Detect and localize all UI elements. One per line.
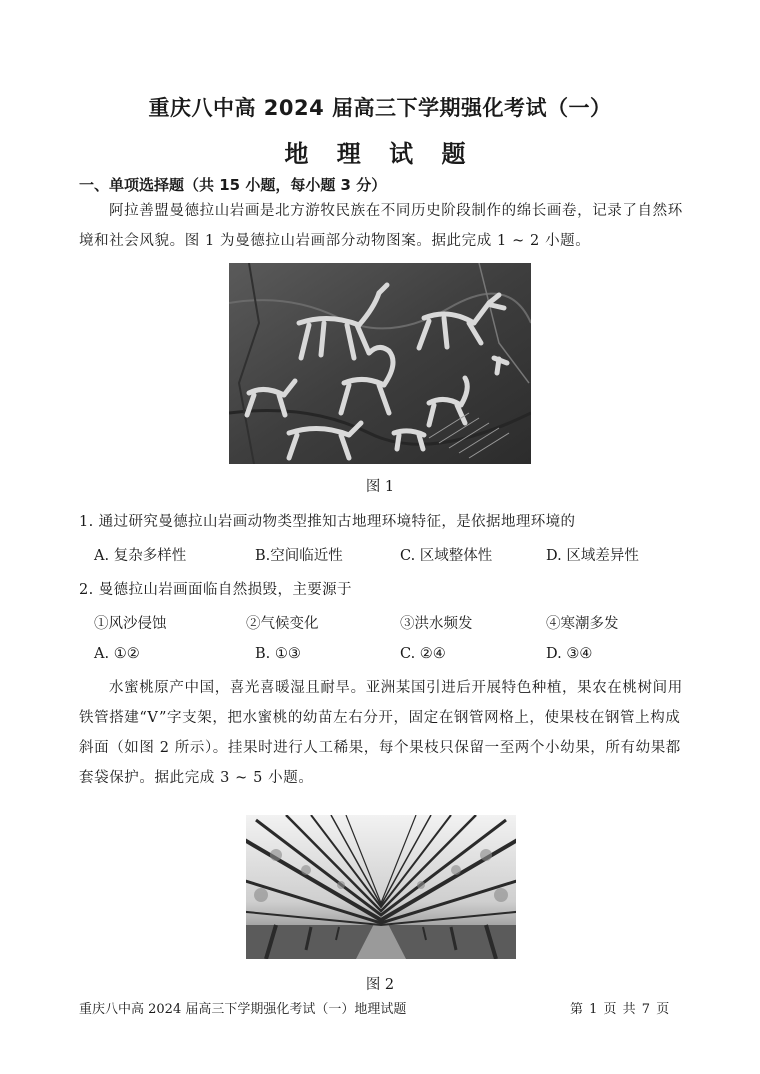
figure-2-caption: 图 2: [365, 977, 395, 993]
q1-option-c: C. 区域整体性: [400, 548, 493, 564]
question-1-stem: 1. 通过研究曼德拉山岩画动物类型推知古地理环境特征，是依据地理环境的: [79, 514, 576, 530]
q2-item-3: ③洪水频发: [400, 616, 473, 632]
q1-option-d: D. 区域差异性: [546, 548, 639, 564]
footer-page-number: 第 1 页 共 7 页: [570, 1002, 671, 1017]
passage-rock-art: 阿拉善盟曼德拉山岩画是北方游牧民族在不同历史阶段制作的绵长画卷，记录了自然环境和社会风貌。图 1 为曼德拉山岩画部分动物图案。据此完成 1 ~ 2 小题。: [79, 203, 683, 249]
q2-option-c: C. ②④: [400, 646, 446, 662]
passage-peach: 水蜜桃原产中国，喜光喜暖湿且耐旱。亚洲某国引进后开展特色种植，果农在桃树间用铁管搭建“V”字支架，把水蜜桃的幼苗左右分开，固定在钢管网格上，使果枝在钢管上构成斜面（如图 2 所示）。挂果时进行人工稀果，每个果枝只保留一至两个小幼果，所有幼果都套袋保护。据此完成 3 ~ 5 小题。: [79, 680, 683, 786]
q2-option-b: B. ①③: [255, 646, 301, 662]
question-2-stem: 2. 曼德拉山岩画面临自然损毁，主要源于: [79, 582, 352, 598]
q2-option-d: D. ③④: [546, 646, 593, 662]
figure-2-orchard-photo: [246, 815, 516, 959]
q2-option-a: A. ①②: [94, 646, 140, 662]
rock-art-image: [229, 263, 531, 464]
figure-1-caption: 图 1: [365, 479, 395, 495]
q2-item-1: ①风沙侵蚀: [94, 616, 167, 632]
footer-exam-name: 重庆八中高 2024 届高三下学期强化考试（一）地理试题: [79, 1002, 407, 1017]
q1-option-b: B.空间临近性: [255, 548, 343, 564]
q2-item-2: ②气候变化: [246, 616, 319, 632]
orchard-trellis-image: [246, 815, 516, 959]
subject-title: 地 理 试 题: [284, 140, 476, 168]
exam-title: 重庆八中高 2024 届高三下学期强化考试（一）: [148, 96, 612, 120]
q1-option-a: A. 复杂多样性: [94, 548, 187, 564]
figure-1-rock-art-photo: [229, 263, 531, 464]
q2-item-4: ④寒潮多发: [546, 616, 619, 632]
section-heading: 一、单项选择题（共 15 小题，每小题 3 分）: [79, 176, 387, 194]
